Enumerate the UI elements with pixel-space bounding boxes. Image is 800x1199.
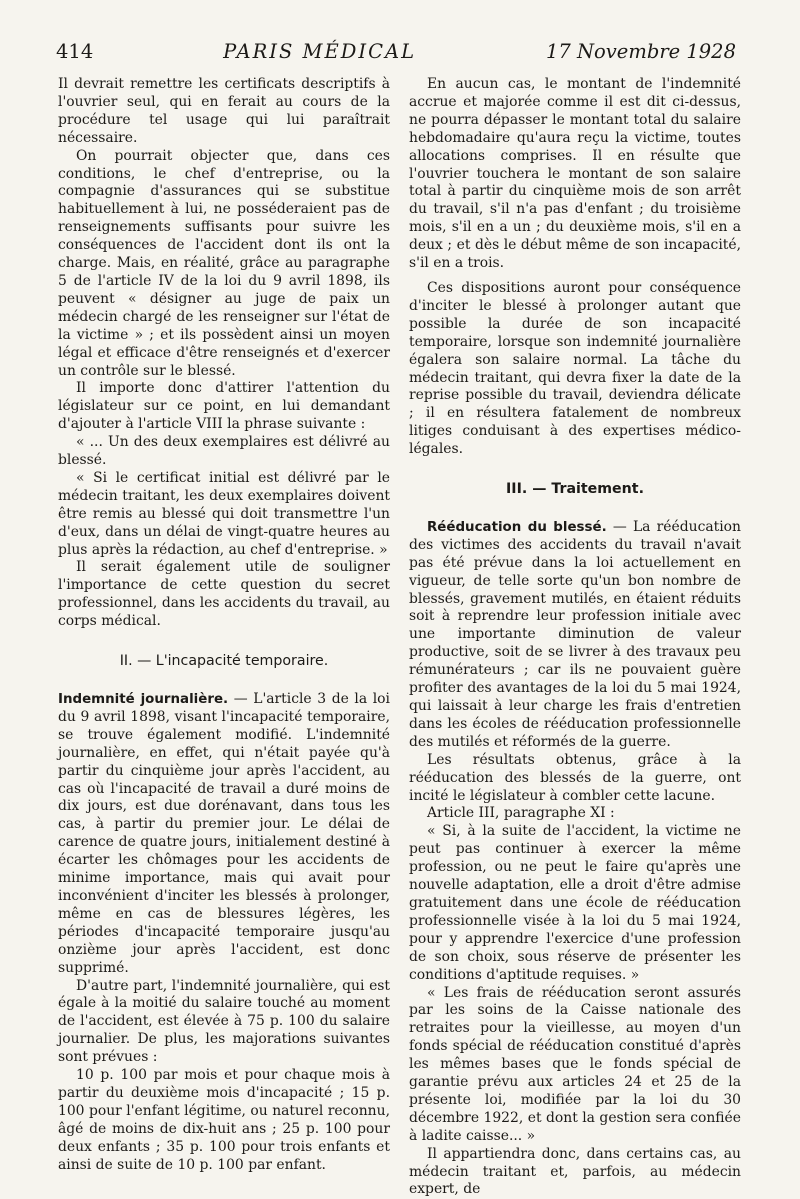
running-header xyxy=(56,40,736,74)
paragraph-indemnite xyxy=(58,691,390,978)
paragraph: 10 p. 100 par mois et pour chaque mois à partir du deuxième mois d'incapacité ; 15 p. 100 pour l'enfant légitime, ou naturel reconnu, âgé de moins de dix-huit ans ; 25 p. 100 pour deux enfants ; 35 p. 100 pour trois enfants et ainsi de suite de 10 p. 100 par enfant. xyxy=(58,1067,390,1173)
section-heading-incapacite: II. — L'incapacité temporaire. xyxy=(119,653,329,670)
quoted-paragraph: « ... Un des deux exemplaires est délivré au blessé. xyxy=(58,434,390,469)
page-number: 414 xyxy=(56,40,94,63)
run-in-heading: Rééducation du blessé. xyxy=(427,519,607,535)
right-column xyxy=(409,76,741,1199)
paragraph: On pourrait objecter que, dans ces conditions, le chef d'entreprise, ou la compagnie d'assurances qui se substitue habituellement à lui, ne posséderaient pas de renseignements suffisants pour suivre les conséquences de l'accident dont ils ont la charge. Mais, en réalité, grâce au paragraphe 5 de l'article IV de la loi du 9 avril 1898, ils peuvent « désigner au juge de paix un médecin chargé de les renseigner sur l'état de la victime » ; et ils possèdent ainsi un moyen légal et efficace d'être renseignés et d'exercer un contrôle sur le blessé. xyxy=(58,147,390,379)
paragraph: Il devrait remettre les certificats descriptifs à l'ouvrier seul, qui en ferait au cours de la procédure tel usage qui lui paraîtrait nécessaire. xyxy=(58,76,390,146)
paragraph-text: — L'article 3 de la loi du 9 avril 1898, visant l'incapacité temporaire, se trouve également modifié. L'indemnité journalière, en effet, qui n'était payée qu'à partir du cinquième jour après l'accident, au cas où l'incapacité de travail a duré moins de dix jours, est due dorénavant, dans tous les cas, à partir du premier jour. Le délai de carence de quatre jours, initialement destiné à écarter les chômages pour les accidents de minime importance, mais qui avait pour inconvénient d'inciter les blessés à prolonger, même en cas de blessures légères, les périodes d'incapacité temporaire jusqu'au onzième jour après l'accident, est donc supprimé. xyxy=(58,691,390,976)
paragraph-reeducation xyxy=(409,519,741,752)
section-heading-traitement: III. — Traitement. xyxy=(506,481,644,498)
paragraph: Il appartiendra donc, dans certains cas, au médecin traitant et, parfois, au médecin expert, de xyxy=(409,1145,741,1198)
paragraph: Article III, paragraphe XI : xyxy=(427,805,615,822)
paragraph: Il importe donc d'attirer l'attention du législateur sur ce point, en lui demandant d'ajouter à l'article VIII la phrase suivante : xyxy=(58,380,390,433)
quoted-paragraph: « Si le certificat initial est délivré par le médecin traitant, les deux exemplaires doivent être remis au blessé qui doit transmettre l'un d'eux, dans un délai de vingt-quatre heures au plus après la rédaction, au chef d'entreprise. » xyxy=(58,469,390,558)
paragraph: Les résultats obtenus, grâce à la rééducation des blessés de la guerre, ont incité le législateur à combler cette lacune. xyxy=(409,751,741,804)
quoted-paragraph: « Les frais de rééducation seront assurés par les soins de la Caisse nationale des retraites pour la vieillesse, au moyen d'un fonds spécial de rééducation constitué d'après les mêmes bases que le fonds spécial de garantie prévu aux articles 24 et 25 de la présente loi, modifiée par la loi du 30 décembre 1922, et dont la gestion sera confiée à ladite caisse... » xyxy=(409,984,741,1144)
quoted-paragraph: « Si, à la suite de l'accident, la victime ne peut pas continuer à exercer la même profession, ou ne peut le faire qu'après une nouvelle adaptation, elle a droit d'être admise gratuitement dans une école de rééducation professionnelle visée à la loi du 5 mai 1924, pour y apprendre l'exercice d'une profession de son choix, sous réserve de présenter les conditions d'aptitude requises. » xyxy=(409,823,741,983)
run-in-heading: Indemnité journalière. xyxy=(58,692,229,707)
issue-date: 17 Novembre 1928 xyxy=(545,40,736,63)
paragraph-text: — La rééducation des victimes des accidents du travail n'avait pas été prévue dans la loi actuellement en vigueur, de telle sorte qu'un bon nombre de blessés, gravement mutilés, en étaient réduits soit à reprendre leur profession initiale avec une importante diminution de valeur productive, soit de se livrer à des travaux peu rémunérateurs ; car ils ne pouvaient guère profiter des avantages de la loi du 5 mai 1924, qui laissait à leur charge les frais d'entretien dans les écoles de rééducation professionnelle des mutilés et réformés de la guerre. xyxy=(409,518,741,750)
journal-title: PARIS MÉDICAL xyxy=(223,40,417,63)
paragraph: D'autre part, l'indemnité journalière, qui est égale à la moitié du salaire touché au moment de l'accident, est élevée à 75 p. 100 du salaire journalier. De plus, les majorations suivantes sont prévues : xyxy=(58,977,390,1066)
paragraph: En aucun cas, le montant de l'indemnité accrue et majorée comme il est dit ci-dessus, ne pourra dépasser le montant total du salaire hebdomadaire qu'aura reçu la victime, toutes allocations comprises. Il en résulte que l'ouvrier touchera le montant de son salaire total à partir du cinquième mois de son arrêt du travail, s'il n'a pas d'enfant ; du troisième mois, s'il en a un ; du deuxième mois, s'il en a deux ; et dès le début même de son incapacité, s'il en a trois. xyxy=(409,76,741,272)
paragraph: Il serait également utile de souligner l'importance de cette question du secret professionnel, dans les accidents du travail, au corps médical. xyxy=(58,559,390,630)
paragraph: Ces dispositions auront pour conséquence d'inciter le blessé à prolonger autant que possible la durée de son incapacité temporaire, lorsque son indemnité journalière égalera son salaire normal. La tâche du médecin traitant, qui devra fixer la date de la reprise possible du travail, deviendra délicate ; il en résultera fatalement de nombreux litiges conduisant à des expertises médico-légales. xyxy=(409,279,741,458)
left-column xyxy=(58,76,390,1174)
